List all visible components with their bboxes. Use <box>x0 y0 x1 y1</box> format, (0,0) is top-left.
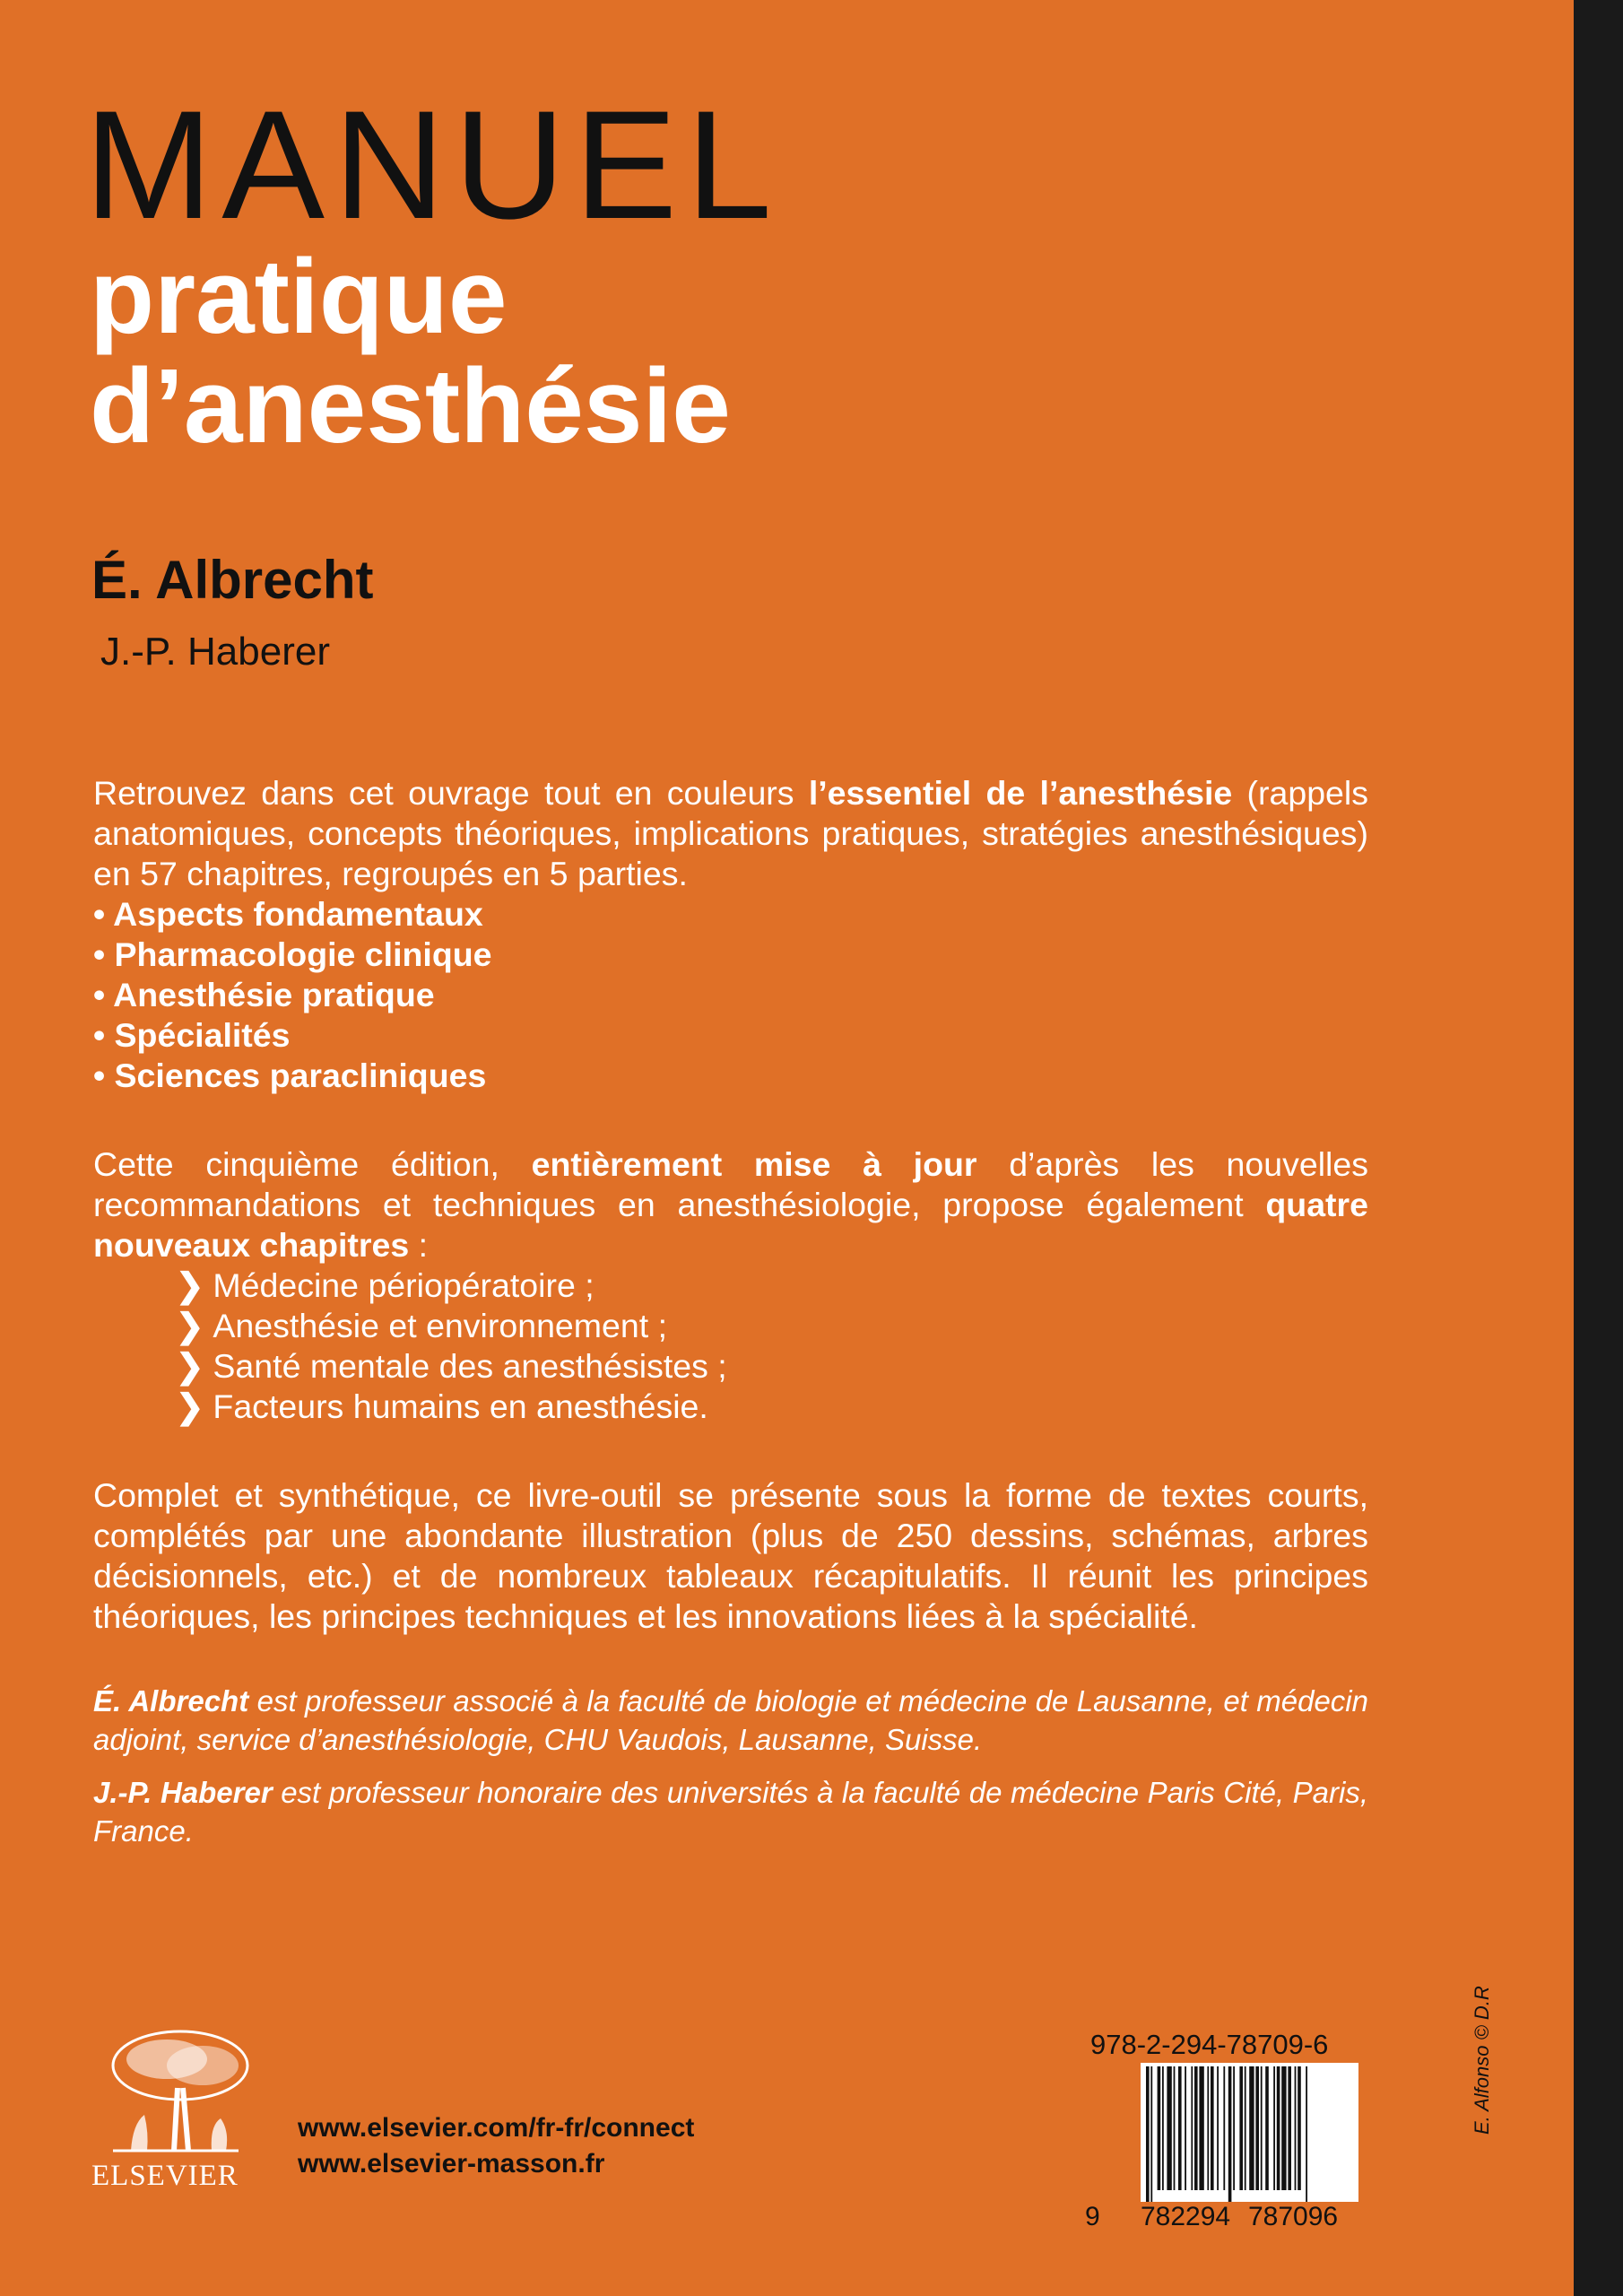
publisher-links <box>298 2110 694 2182</box>
intro-paragraph: Retrouvez dans cet ouvrage tout en couleurs l’essentiel de l’anesthésie (rappels anatomiques, concepts théoriques, implications pratiques, stratégies anesthésiques) en 57 chapitres, regroupés en 5 parties. <box>93 774 1368 892</box>
barcode-bar <box>1245 2066 1246 2190</box>
barcode-first-digit: 9 <box>1085 2202 1100 2231</box>
barcode-bar <box>1298 2066 1301 2190</box>
publisher-name: ELSEVIER <box>91 2160 239 2192</box>
barcode-bar <box>1158 2066 1161 2190</box>
list-item: ❯ Médecine périopératoire ; <box>176 1266 595 1304</box>
author-secondary: J.-P. Haberer <box>100 630 330 674</box>
barcode-bar <box>1162 2066 1164 2190</box>
barcode-bar <box>1255 2066 1259 2190</box>
barcode-bar <box>1265 2066 1269 2190</box>
bio-haberer: J.-P. Haberer est professeur honoraire des universités à la faculté de médecine Paris Cité, Paris, France. <box>93 1776 1368 1848</box>
barcode-bar <box>1277 2066 1280 2190</box>
barcode-bar <box>1146 2066 1150 2202</box>
list-item: ❯ Anesthésie et environnement ; <box>176 1307 667 1344</box>
barcode-bar <box>1217 2066 1219 2190</box>
url-connect-link[interactable]: www.elsevier.com/fr-fr/connect <box>298 2113 695 2143</box>
barcode-bar <box>1223 2066 1225 2190</box>
title-sub-line2: d’anesthésie <box>90 347 731 465</box>
barcode-bar <box>1239 2066 1243 2190</box>
title-subtitle <box>90 238 731 465</box>
barcode-bar <box>1288 2066 1291 2190</box>
barcode-left-group: 782294 <box>1141 2202 1231 2231</box>
barcode-right-group: 787096 <box>1248 2202 1339 2231</box>
url-masson-link[interactable]: www.elsevier-masson.fr <box>298 2149 605 2179</box>
parts-list <box>93 894 1368 1096</box>
list-item: • Pharmacologie clinique <box>93 935 492 973</box>
barcode-bar <box>1199 2066 1203 2190</box>
barcode-bar <box>1207 2066 1209 2190</box>
list-item: • Sciences paracliniques <box>93 1057 487 1094</box>
elsevier-tree-logo-icon <box>95 2025 256 2155</box>
barcode-bar <box>1211 2066 1214 2190</box>
barcode-bar <box>1281 2066 1286 2190</box>
barcode-bar <box>1261 2066 1263 2190</box>
barcode-bar <box>1174 2066 1176 2190</box>
edition-paragraph: Cette cinquième édition, entièrement mise à jour d’après les nouvelles recommandations et techniques en anesthésiologie, propose également quatre nouveaux chapitres : <box>93 1145 1368 1264</box>
barcode-icon <box>1141 2063 1358 2202</box>
list-item: ❯ Santé mentale des anesthésistes ; <box>176 1347 727 1385</box>
list-item: • Spécialités <box>93 1016 291 1054</box>
author-primary: É. Albrecht <box>91 550 374 610</box>
summary-paragraph: Complet et synthétique, ce livre-outil se présente sous la forme de textes courts, complétés par une abondante illustration (plus de 250 dessins, schémas, arbres décisionnels, etc.) et de nombreux tableaux récapitulatifs. Il réunit les principes théoriques, les principes techniques et les innovations liées à la spécialité. <box>93 1476 1368 1635</box>
list-item: • Anesthésie pratique <box>93 976 435 1013</box>
barcode-bar <box>1233 2066 1235 2190</box>
barcode-bar <box>1167 2066 1171 2190</box>
barcode-bar <box>1194 2066 1198 2190</box>
photo-credit: E. Alfonso © D.R <box>1471 1986 1493 2135</box>
description-block <box>93 773 1368 1850</box>
chevron-right-icon: ❯ <box>176 1266 204 1304</box>
barcode-bar <box>1306 2066 1307 2202</box>
spine-edge <box>1574 0 1623 2296</box>
bio-albrecht: É. Albrecht est professeur associé à la faculté de biologie et médecine de Lausanne, et médecin adjoint, service d’anesthésiologie, CHU Vaudois, Lausanne, Suisse. <box>93 1684 1368 1756</box>
barcode-bar <box>1191 2066 1193 2190</box>
chevron-right-icon: ❯ <box>176 1387 204 1425</box>
title-main: MANUEL <box>84 79 781 251</box>
barcode-bar <box>1273 2066 1275 2190</box>
barcode-bar <box>1185 2066 1186 2190</box>
list-item: ❯ Facteurs humains en anesthésie. <box>176 1387 708 1425</box>
barcode-bar <box>1249 2066 1254 2190</box>
new-chapters-list <box>93 1265 1368 1427</box>
list-item: • Aspects fondamentaux <box>93 895 483 933</box>
title-sub-line1: pratique <box>90 238 508 356</box>
isbn-number: 978-2-294-78709-6 <box>1090 2029 1329 2060</box>
barcode-bar <box>1295 2066 1297 2190</box>
chevron-right-icon: ❯ <box>176 1307 204 1344</box>
barcode-bar <box>1178 2066 1182 2190</box>
barcode-bar <box>1228 2066 1232 2202</box>
chevron-right-icon: ❯ <box>176 1347 204 1385</box>
barcode-bar <box>1150 2066 1152 2202</box>
